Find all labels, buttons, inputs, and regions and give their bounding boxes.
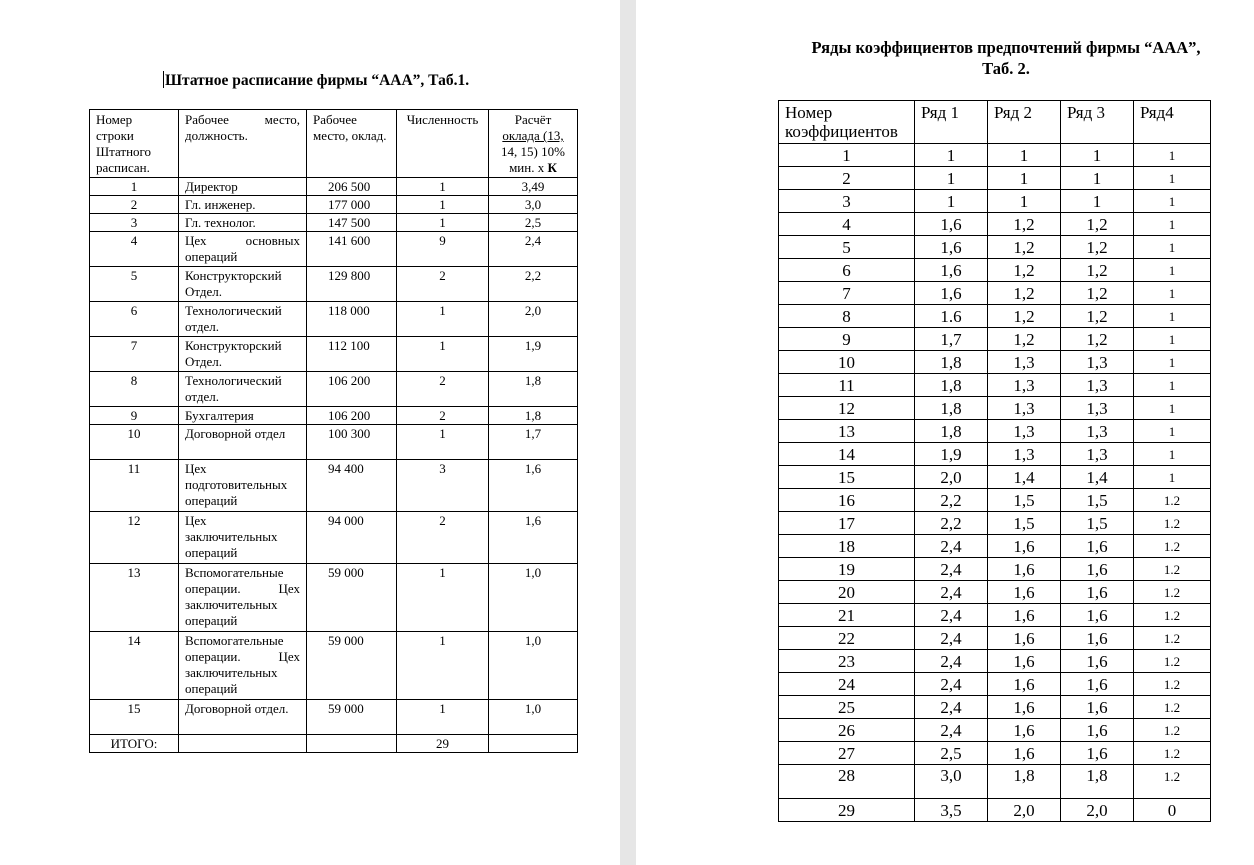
table-row (90, 512, 578, 564)
coefficient-series-table (778, 100, 1211, 822)
series-value-cell: 1 (1134, 144, 1211, 167)
series-value-cell: 2,4 (915, 581, 988, 604)
series-value-cell: 1,6 (988, 627, 1061, 650)
headcount-cell: 1 (397, 337, 489, 372)
table-row (779, 374, 1211, 397)
row-number-cell: 7 (90, 337, 179, 372)
salary-cell: 59 000 (307, 632, 397, 700)
series-value-cell: 1 (1134, 259, 1211, 282)
table2-header-cell: Ряд 3 (1061, 101, 1134, 144)
position-cell: Конструкторский Отдел. (179, 267, 307, 302)
series-value-cell: 1,2 (988, 236, 1061, 259)
table-row (779, 351, 1211, 374)
series-value-cell: 1.2 (1134, 696, 1211, 719)
table-row (90, 700, 578, 735)
staff-schedule-table (89, 109, 578, 753)
table2-header-cell: Номер коэффициентов (779, 101, 915, 144)
table-row (90, 632, 578, 700)
series-value-cell: 1,5 (988, 489, 1061, 512)
calc-header-line: Расчёт (514, 112, 552, 127)
series-value-cell: 2,4 (915, 696, 988, 719)
salary-cell: 206 500 (307, 178, 397, 196)
series-value-cell: 1.2 (1134, 604, 1211, 627)
series-value-cell: 2,4 (915, 558, 988, 581)
series-value-cell: 1,4 (988, 466, 1061, 489)
coefficient-cell: 2,2 (489, 267, 578, 302)
series-value-cell: 1 (1061, 167, 1134, 190)
table-row (779, 144, 1211, 167)
headcount-cell: 1 (397, 214, 489, 232)
coefficient-number-cell: 6 (779, 259, 915, 282)
headcount-cell: 1 (397, 632, 489, 700)
empty-cell (307, 735, 397, 753)
table-row (779, 259, 1211, 282)
salary-cell: 94 000 (307, 512, 397, 564)
series-value-cell: 1,2 (1061, 328, 1134, 351)
table-row (779, 558, 1211, 581)
series-value-cell: 1 (1134, 420, 1211, 443)
table-row (90, 425, 578, 460)
series-value-cell: 1 (915, 167, 988, 190)
coefficient-number-cell: 15 (779, 466, 915, 489)
salary-cell: 177 000 (307, 196, 397, 214)
coefficient-number-cell: 9 (779, 328, 915, 351)
salary-cell: 59 000 (307, 564, 397, 632)
series-value-cell: 1 (915, 190, 988, 213)
series-value-cell: 1,6 (915, 213, 988, 236)
document-page-left (0, 0, 620, 865)
calc-header-line: мин. x (509, 160, 548, 175)
series-value-cell: 2,4 (915, 604, 988, 627)
headcount-cell: 3 (397, 460, 489, 512)
salary-cell: 118 000 (307, 302, 397, 337)
calc-header-line: 14, 15) 10% (501, 144, 565, 159)
position-cell: Бухгалтерия (179, 407, 307, 425)
salary-cell: 141 600 (307, 232, 397, 267)
series-value-cell: 1,2 (988, 282, 1061, 305)
series-value-cell: 1 (1134, 213, 1211, 236)
table2-title: Ряды коэффициентов предпочтений фирмы “ААА”, Таб. 2. (811, 38, 1201, 78)
coefficient-number-cell: 25 (779, 696, 915, 719)
position-cell: Цех основных операций (179, 232, 307, 267)
series-value-cell: 2,4 (915, 650, 988, 673)
table-row (90, 267, 578, 302)
series-value-cell: 1,6 (915, 282, 988, 305)
table1-header-cell: Рабочее место, должность. (179, 110, 307, 178)
table1-header-cell: Численность (397, 110, 489, 178)
table-row (779, 328, 1211, 351)
coefficient-number-cell: 28 (779, 765, 915, 799)
table-row (90, 214, 578, 232)
headcount-cell: 2 (397, 512, 489, 564)
series-value-cell: 1,3 (988, 397, 1061, 420)
table-row (779, 190, 1211, 213)
headcount-cell: 1 (397, 196, 489, 214)
coefficient-cell: 3,0 (489, 196, 578, 214)
series-value-cell: 1.2 (1134, 581, 1211, 604)
position-cell: Директор (179, 178, 307, 196)
series-value-cell: 1 (1134, 236, 1211, 259)
series-value-cell: 1,6 (1061, 742, 1134, 765)
series-value-cell: 1,3 (1061, 374, 1134, 397)
position-cell: Договорной отдел (179, 425, 307, 460)
series-value-cell: 2,2 (915, 489, 988, 512)
table-row (90, 407, 578, 425)
coefficient-cell: 2,5 (489, 214, 578, 232)
coefficient-number-cell: 18 (779, 535, 915, 558)
table2-header-cell: Ряд 2 (988, 101, 1061, 144)
series-value-cell: 1,6 (1061, 627, 1134, 650)
row-number-cell: 6 (90, 302, 179, 337)
table-row (779, 420, 1211, 443)
row-number-cell: 10 (90, 425, 179, 460)
series-value-cell: 1.2 (1134, 765, 1211, 799)
coefficient-number-cell: 3 (779, 190, 915, 213)
series-value-cell: 1.2 (1134, 650, 1211, 673)
position-cell: Вспомогательные операции. Цех заключительных операций (179, 632, 307, 700)
series-value-cell: 1 (1061, 144, 1134, 167)
headcount-cell: 1 (397, 564, 489, 632)
coefficient-cell: 1,8 (489, 407, 578, 425)
series-value-cell: 1,3 (988, 351, 1061, 374)
headcount-cell: 2 (397, 407, 489, 425)
series-value-cell: 1 (1061, 190, 1134, 213)
table-row (779, 305, 1211, 328)
table-row (779, 489, 1211, 512)
table-row (779, 650, 1211, 673)
table-row (779, 742, 1211, 765)
series-value-cell: 1,6 (988, 558, 1061, 581)
table-row (779, 627, 1211, 650)
series-value-cell: 1 (1134, 305, 1211, 328)
salary-cell: 112 100 (307, 337, 397, 372)
coefficient-number-cell: 11 (779, 374, 915, 397)
series-value-cell: 1,6 (988, 650, 1061, 673)
series-value-cell: 1,5 (988, 512, 1061, 535)
table-row (90, 302, 578, 337)
salary-cell: 59 000 (307, 700, 397, 735)
series-value-cell: 1,6 (988, 604, 1061, 627)
document-page-right (636, 0, 1254, 865)
series-value-cell: 1,8 (915, 420, 988, 443)
coefficient-number-cell: 24 (779, 673, 915, 696)
row-number-cell: 2 (90, 196, 179, 214)
coefficient-cell: 1,8 (489, 372, 578, 407)
table2-header-cell: Ряд 1 (915, 101, 988, 144)
coefficient-cell: 2,4 (489, 232, 578, 267)
series-value-cell: 1,8 (1061, 765, 1134, 799)
row-number-cell: 13 (90, 564, 179, 632)
table-row (779, 282, 1211, 305)
series-value-cell: 1,6 (1061, 581, 1134, 604)
table-row (779, 236, 1211, 259)
coefficient-number-cell: 8 (779, 305, 915, 328)
series-value-cell: 1,6 (1061, 719, 1134, 742)
series-value-cell: 1,8 (915, 397, 988, 420)
table1-title: Штатное расписание фирмы “ААА”, Таб.1. (165, 72, 470, 89)
series-value-cell: 1,8 (915, 351, 988, 374)
position-cell: Договорной отдел. (179, 700, 307, 735)
table-row (779, 397, 1211, 420)
table-row (779, 696, 1211, 719)
coefficient-number-cell: 7 (779, 282, 915, 305)
coefficient-number-cell: 22 (779, 627, 915, 650)
series-value-cell: 1,6 (1061, 696, 1134, 719)
coefficient-cell: 1,7 (489, 425, 578, 460)
series-value-cell: 1.2 (1134, 535, 1211, 558)
series-value-cell: 1,2 (1061, 282, 1134, 305)
coefficient-number-cell: 20 (779, 581, 915, 604)
series-value-cell: 2,0 (1061, 799, 1134, 822)
coefficient-number-cell: 29 (779, 799, 915, 822)
series-value-cell: 1 (988, 144, 1061, 167)
series-value-cell: 1,6 (915, 236, 988, 259)
series-value-cell: 1,6 (1061, 558, 1134, 581)
calc-header-k: К (547, 160, 557, 175)
table2-header-row (779, 101, 1211, 144)
empty-cell (179, 735, 307, 753)
table-row (779, 719, 1211, 742)
series-value-cell: 1,6 (1061, 673, 1134, 696)
table-row (90, 196, 578, 214)
table-total-row (90, 735, 578, 753)
coefficient-cell: 1,9 (489, 337, 578, 372)
row-number-cell: 14 (90, 632, 179, 700)
series-value-cell: 1,2 (988, 259, 1061, 282)
series-value-cell: 1 (915, 144, 988, 167)
table-row (779, 535, 1211, 558)
series-value-cell: 2,4 (915, 535, 988, 558)
coefficient-number-cell: 5 (779, 236, 915, 259)
series-value-cell: 1 (988, 190, 1061, 213)
coefficient-number-cell: 12 (779, 397, 915, 420)
series-value-cell: 2,2 (915, 512, 988, 535)
series-value-cell: 1,4 (1061, 466, 1134, 489)
series-value-cell: 1 (1134, 374, 1211, 397)
coefficient-cell: 1,0 (489, 632, 578, 700)
series-value-cell: 1 (1134, 167, 1211, 190)
coefficient-number-cell: 26 (779, 719, 915, 742)
series-value-cell: 1 (1134, 190, 1211, 213)
coefficient-number-cell: 1 (779, 144, 915, 167)
series-value-cell: 1,6 (1061, 535, 1134, 558)
row-number-cell: 8 (90, 372, 179, 407)
coefficient-number-cell: 10 (779, 351, 915, 374)
coefficient-number-cell: 23 (779, 650, 915, 673)
series-value-cell: 2,0 (988, 799, 1061, 822)
headcount-cell: 1 (397, 700, 489, 735)
coefficient-cell: 3,49 (489, 178, 578, 196)
series-value-cell: 1 (988, 167, 1061, 190)
series-value-cell: 1,6 (988, 719, 1061, 742)
text-cursor (163, 71, 164, 88)
series-value-cell: 1 (1134, 466, 1211, 489)
coefficient-number-cell: 13 (779, 420, 915, 443)
series-value-cell: 1,3 (988, 374, 1061, 397)
series-value-cell: 1,6 (915, 259, 988, 282)
table-row (779, 765, 1211, 799)
series-value-cell: 3,0 (915, 765, 988, 799)
row-number-cell: 1 (90, 178, 179, 196)
coefficient-cell: 2,0 (489, 302, 578, 337)
series-value-cell: 1.2 (1134, 719, 1211, 742)
coefficient-number-cell: 2 (779, 167, 915, 190)
position-cell: Цех заключительных операций (179, 512, 307, 564)
series-value-cell: 1,2 (1061, 213, 1134, 236)
series-value-cell: 1 (1134, 282, 1211, 305)
series-value-cell: 1.2 (1134, 558, 1211, 581)
coefficient-cell: 1,0 (489, 564, 578, 632)
series-value-cell: 1,6 (988, 535, 1061, 558)
position-cell: Цех подготовительных операций (179, 460, 307, 512)
series-value-cell: 1,2 (1061, 259, 1134, 282)
series-value-cell: 1,2 (988, 328, 1061, 351)
series-value-cell: 1.2 (1134, 512, 1211, 535)
series-value-cell: 1.2 (1134, 489, 1211, 512)
series-value-cell: 2,0 (915, 466, 988, 489)
series-value-cell: 1,9 (915, 443, 988, 466)
coefficient-number-cell: 14 (779, 443, 915, 466)
position-cell: Технологический отдел. (179, 302, 307, 337)
salary-cell: 94 400 (307, 460, 397, 512)
series-value-cell: 1,3 (988, 443, 1061, 466)
series-value-cell: 1 (1134, 328, 1211, 351)
table2-header-cell: Ряд4 (1134, 101, 1211, 144)
series-value-cell: 1,8 (988, 765, 1061, 799)
table-row (90, 460, 578, 512)
series-value-cell: 1,6 (988, 673, 1061, 696)
series-value-cell: 1 (1134, 397, 1211, 420)
series-value-cell: 1,2 (1061, 305, 1134, 328)
series-value-cell: 1,6 (988, 581, 1061, 604)
series-value-cell: 1.2 (1134, 673, 1211, 696)
series-value-cell: 1,7 (915, 328, 988, 351)
headcount-cell: 1 (397, 425, 489, 460)
table-row (90, 337, 578, 372)
series-value-cell: 1,5 (1061, 512, 1134, 535)
table-row (90, 232, 578, 267)
table-row (779, 443, 1211, 466)
table-row (90, 372, 578, 407)
table-row (779, 673, 1211, 696)
table1-header-cell: Номер строки Штатного расписан. (90, 110, 179, 178)
table-row (779, 799, 1211, 822)
salary-cell: 129 800 (307, 267, 397, 302)
table-row (779, 213, 1211, 236)
series-value-cell: 1 (1134, 351, 1211, 374)
series-value-cell: 1,2 (988, 305, 1061, 328)
headcount-cell: 1 (397, 302, 489, 337)
row-number-cell: 4 (90, 232, 179, 267)
total-label-cell: ИТОГО: (90, 735, 179, 753)
position-cell: Вспомогательные операции. Цех заключительных операций (179, 564, 307, 632)
table1-header-row (90, 110, 578, 178)
position-cell: Технологический отдел. (179, 372, 307, 407)
series-value-cell: 1.6 (915, 305, 988, 328)
table1-header-cell: Рабочее место, оклад. (307, 110, 397, 178)
row-number-cell: 3 (90, 214, 179, 232)
series-value-cell: 2,4 (915, 673, 988, 696)
series-value-cell: 1,3 (988, 420, 1061, 443)
series-value-cell: 3,5 (915, 799, 988, 822)
table-row (90, 564, 578, 632)
series-value-cell: 1,3 (1061, 420, 1134, 443)
coefficient-number-cell: 17 (779, 512, 915, 535)
table-row (90, 178, 578, 196)
headcount-cell: 2 (397, 267, 489, 302)
row-number-cell: 12 (90, 512, 179, 564)
series-value-cell: 2,5 (915, 742, 988, 765)
row-number-cell: 9 (90, 407, 179, 425)
row-number-cell: 11 (90, 460, 179, 512)
series-value-cell: 0 (1134, 799, 1211, 822)
calc-header-line: оклада (13, (502, 128, 564, 143)
headcount-cell: 9 (397, 232, 489, 267)
table1-header-cell-calc (489, 110, 578, 178)
table-row (779, 167, 1211, 190)
series-value-cell: 1,6 (988, 742, 1061, 765)
salary-cell: 147 500 (307, 214, 397, 232)
coefficient-number-cell: 16 (779, 489, 915, 512)
coefficient-number-cell: 19 (779, 558, 915, 581)
table-row (779, 466, 1211, 489)
row-number-cell: 15 (90, 700, 179, 735)
coefficient-number-cell: 4 (779, 213, 915, 236)
coefficient-number-cell: 27 (779, 742, 915, 765)
series-value-cell: 1,3 (1061, 397, 1134, 420)
position-cell: Гл. инженер. (179, 196, 307, 214)
series-value-cell: 1,2 (988, 213, 1061, 236)
empty-cell (489, 735, 578, 753)
series-value-cell: 1,5 (1061, 489, 1134, 512)
coefficient-cell: 1,0 (489, 700, 578, 735)
series-value-cell: 1 (1134, 443, 1211, 466)
series-value-cell: 1,3 (1061, 443, 1134, 466)
position-cell: Гл. технолог. (179, 214, 307, 232)
series-value-cell: 2,4 (915, 719, 988, 742)
series-value-cell: 1,6 (988, 696, 1061, 719)
series-value-cell: 1,8 (915, 374, 988, 397)
coefficient-number-cell: 21 (779, 604, 915, 627)
table-row (779, 512, 1211, 535)
table-row (779, 604, 1211, 627)
table-row (779, 581, 1211, 604)
series-value-cell: 1,2 (1061, 236, 1134, 259)
salary-cell: 106 200 (307, 407, 397, 425)
coefficient-cell: 1,6 (489, 460, 578, 512)
salary-cell: 106 200 (307, 372, 397, 407)
row-number-cell: 5 (90, 267, 179, 302)
headcount-cell: 1 (397, 178, 489, 196)
series-value-cell: 1,6 (1061, 650, 1134, 673)
headcount-cell: 2 (397, 372, 489, 407)
position-cell: Конструкторский Отдел. (179, 337, 307, 372)
salary-cell: 100 300 (307, 425, 397, 460)
series-value-cell: 2,4 (915, 627, 988, 650)
coefficient-cell: 1,6 (489, 512, 578, 564)
series-value-cell: 1,6 (1061, 604, 1134, 627)
series-value-cell: 1.2 (1134, 742, 1211, 765)
series-value-cell: 1,3 (1061, 351, 1134, 374)
series-value-cell: 1.2 (1134, 627, 1211, 650)
total-count-cell: 29 (397, 735, 489, 753)
